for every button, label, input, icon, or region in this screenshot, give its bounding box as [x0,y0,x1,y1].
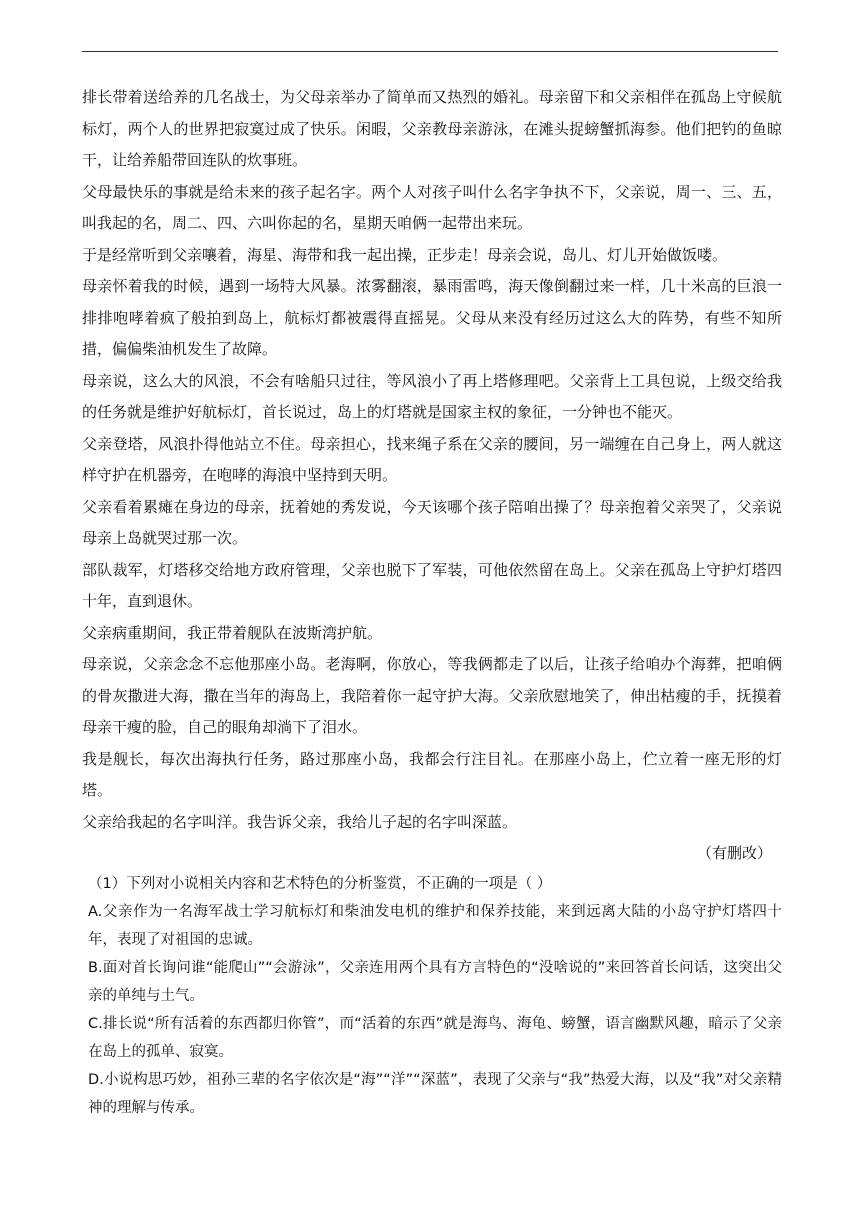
question-stem: （1）下列对小说相关内容和艺术特色的分析鉴赏，不正确的一项是（ ） [88,875,552,892]
passage-paragraph: 于是经常听到父亲嚷着，海星、海带和我一起出操，正步走！母亲会说，岛儿、灯儿开始做饭喽。 [82,245,728,264]
option-d: D.小说构思巧妙，祖孙三辈的名字依次是“海”“洋”“深蓝”，表现了父亲与“我”热爱大海，以及“我”对父亲精神的理解与传承。 [88,1071,782,1116]
passage-paragraph: 母亲说，父亲念念不忘他那座小岛。老海啊，你放心，等我俩都走了以后，让孩子给咱办个海葬，把咱俩的骨灰撒进大海，撒在当年的海岛上，我陪着你一起守护大海。父亲欣慰地笑了，伸出枯瘦的手，抚摸着母亲干瘦的脸，自己的眼角却淌下了泪水。 [82,655,782,736]
option-a: A.父亲作为一名海军战士学习航标灯和柴油发电机的维护和保养技能，来到远离大陆的小岛守护灯塔四十年，表现了对祖国的忠诚。 [88,903,782,948]
option-b: B.面对首长询问谁“能爬山”“会游泳”，父亲连用两个具有方言特色的“没啥说的”来回答首长问话，这突出父亲的单纯与土气。 [88,959,782,1004]
option-c: C.排长说“所有活着的东西都归你管”，而“活着的东西”就是海鸟、海龟、螃蟹，语言幽默风趣，暗示了父亲在岛上的孤单、寂寞。 [88,1015,782,1060]
passage-paragraph: 部队裁军，灯塔移交给地方政府管理，父亲也脱下了军装，可他依然留在岛上。父亲在孤岛上守护灯塔四十年，直到退休。 [82,560,782,610]
passage-paragraph: 父亲登塔，风浪扑得他站立不住。母亲担心，找来绳子系在父亲的腰间，另一端缠在自己身上，两人就这样守护在机器旁，在咆哮的海浪中坚持到天明。 [82,434,782,484]
header-rule [82,51,778,52]
document-body [82,82,782,1122]
story-passage [82,82,782,838]
passage-paragraph: 我是舰长，每次出海执行任务，路过那座小岛，我都会行注目礼。在那座小岛上，伫立着一座无形的灯塔。 [82,749,782,799]
passage-paragraph: 父亲给我起的名字叫洋。我告诉父亲，我给儿子起的名字叫深蓝。 [82,812,518,831]
source-note: （有删改） [696,844,772,862]
passage-paragraph: 父亲看着累瘫在身边的母亲，抚着她的秀发说，今天该哪个孩子陪咱出操了？母亲抱着父亲哭了，父亲说母亲上岛就哭过那一次。 [82,497,782,547]
passage-paragraph: 母亲怀着我的时候，遇到一场特大风暴。浓雾翻滚，暴雨雷鸣，海天像倒翻过来一样，几十米高的巨浪一排排咆哮着疯了般拍到岛上，航标灯都被震得直摇晃。父母从来没有经历过这么大的阵势，有些不知所措，偏偏柴油机发生了故障。 [82,277,782,358]
passage-paragraph: 母亲说，这么大的风浪，不会有啥船只过往，等风浪小了再上塔修理吧。父亲背上工具包说，上级交给我的任务就是维护好航标灯，首长说过，岛上的灯塔就是国家主权的象征，一分钟也不能灭。 [82,371,782,421]
passage-paragraph: 父母最快乐的事就是给未来的孩子起名字。两个人对孩子叫什么名字争执不下，父亲说，周一、三、五，叫我起的名，周二、四、六叫你起的名，星期天咱俩一起带出来玩。 [82,182,782,232]
question-block [82,870,782,1122]
passage-paragraph: 排长带着送给养的几名战士，为父母亲举办了简单而又热烈的婚礼。母亲留下和父亲相伴在孤岛上守候航标灯，两个人的世界把寂寞过成了快乐。闲暇，父亲教母亲游泳，在滩头捉螃蟹抓海参。他们把钓的鱼晾干，让给养船带回连队的炊事班。 [82,88,782,169]
passage-paragraph: 父亲病重期间，我正带着舰队在波斯湾护航。 [82,623,383,642]
